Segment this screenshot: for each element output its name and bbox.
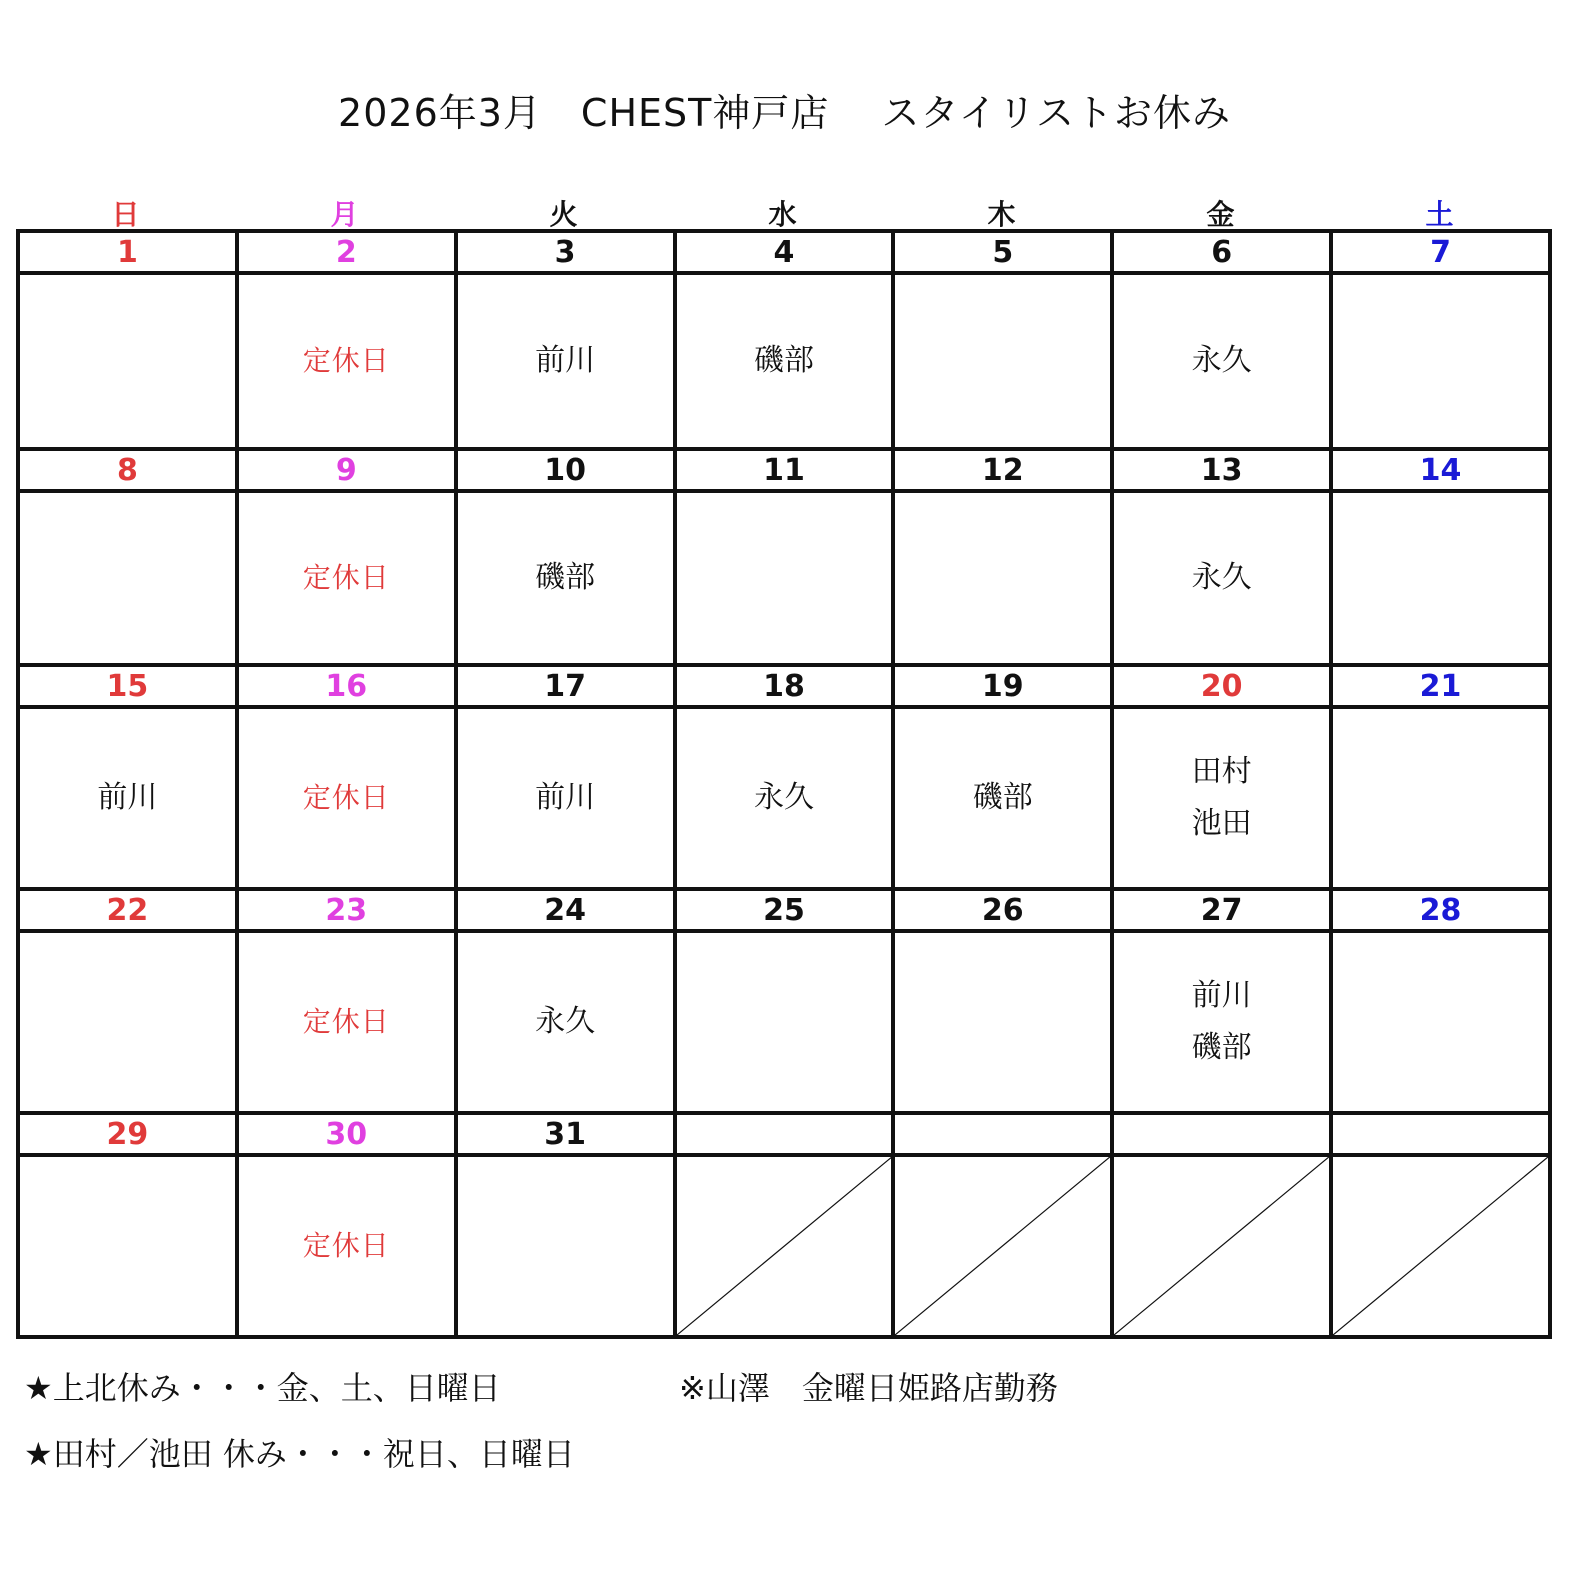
slash-line xyxy=(1114,1157,1329,1335)
day-number: 27 xyxy=(1112,889,1331,931)
day-cell xyxy=(237,1155,456,1337)
slash-line xyxy=(895,1157,1110,1335)
day-cell xyxy=(18,491,237,665)
day-number: 26 xyxy=(893,889,1112,931)
week-body-row xyxy=(18,1155,1550,1337)
day-cell xyxy=(18,707,237,889)
day-number xyxy=(1331,1113,1550,1155)
day-cell xyxy=(1331,707,1550,889)
day-cell xyxy=(675,931,894,1113)
day-number: 9 xyxy=(237,449,456,491)
diagonal-slash-mark xyxy=(677,1157,892,1335)
day-number: 23 xyxy=(237,889,456,931)
weekday-wed: 水 xyxy=(768,198,797,231)
day-cell xyxy=(893,491,1112,665)
day-cell xyxy=(456,707,675,889)
diagonal-slash-mark xyxy=(895,1157,1110,1335)
note-kamikita: ★上北休み・・・金、土、日曜日 xyxy=(24,1369,501,1407)
day-cell xyxy=(1112,931,1331,1113)
empty-day-cell xyxy=(1112,1155,1331,1337)
day-number: 30 xyxy=(237,1113,456,1155)
day-cell xyxy=(237,273,456,449)
closed-day-label: 定休日 xyxy=(302,1229,390,1262)
stylist-off-name: 前川 xyxy=(535,343,596,378)
day-cell xyxy=(1112,491,1331,665)
day-cell xyxy=(456,273,675,449)
day-number xyxy=(1112,1113,1331,1155)
stylist-off-name: 池田 xyxy=(1191,806,1252,841)
day-number: 19 xyxy=(893,665,1112,707)
stylist-off-name: 田村 xyxy=(1191,754,1252,789)
day-cell xyxy=(237,491,456,665)
day-number: 8 xyxy=(18,449,237,491)
day-number: 15 xyxy=(18,665,237,707)
day-cell xyxy=(1331,273,1550,449)
day-cell xyxy=(1112,273,1331,449)
day-number: 18 xyxy=(675,665,894,707)
weekday-thu: 木 xyxy=(987,198,1016,231)
day-cell xyxy=(237,931,456,1113)
day-number: 1 xyxy=(18,231,237,273)
weekday-header-row xyxy=(16,193,1552,233)
stylist-off-name: 前川 xyxy=(1191,978,1252,1013)
closed-day-label: 定休日 xyxy=(302,781,390,814)
day-number: 6 xyxy=(1112,231,1331,273)
slash-line xyxy=(1333,1157,1548,1335)
day-number: 31 xyxy=(456,1113,675,1155)
week-body-row xyxy=(18,931,1550,1113)
day-number xyxy=(893,1113,1112,1155)
day-cell xyxy=(893,931,1112,1113)
week-date-row xyxy=(18,1113,1550,1155)
day-number: 4 xyxy=(675,231,894,273)
diagonal-slash-mark xyxy=(1114,1157,1329,1335)
note-row-1 xyxy=(24,1366,1058,1432)
closed-day-label: 定休日 xyxy=(302,561,390,594)
day-number: 10 xyxy=(456,449,675,491)
week-body-row xyxy=(18,491,1550,665)
slash-line xyxy=(677,1157,892,1335)
stylist-off-name: 磯部 xyxy=(1191,1030,1252,1065)
week-date-row xyxy=(18,231,1550,273)
stylist-off-name: 前川 xyxy=(535,780,596,815)
day-number: 2 xyxy=(237,231,456,273)
day-cell xyxy=(893,273,1112,449)
closed-day-label: 定休日 xyxy=(302,1005,390,1038)
stylist-off-name: 永久 xyxy=(1191,560,1252,595)
stylist-off-name: 永久 xyxy=(535,1004,596,1039)
week-date-row xyxy=(18,665,1550,707)
day-number: 22 xyxy=(18,889,237,931)
day-cell xyxy=(18,273,237,449)
calendar-grid xyxy=(16,229,1552,1339)
closed-day-label: 定休日 xyxy=(302,344,390,377)
day-number xyxy=(675,1113,894,1155)
empty-day-cell xyxy=(675,1155,894,1337)
week-body-row xyxy=(18,707,1550,889)
day-number: 5 xyxy=(893,231,1112,273)
day-number: 29 xyxy=(18,1113,237,1155)
note-tamura-ikeda: ★田村／池田 休み・・・祝日、日曜日 xyxy=(24,1435,575,1473)
day-cell xyxy=(456,931,675,1113)
day-cell xyxy=(893,707,1112,889)
day-cell xyxy=(1112,707,1331,889)
weekday-sat: 土 xyxy=(1425,198,1454,231)
day-cell xyxy=(675,273,894,449)
note-yamazawa: ※山澤 金曜日姫路店勤務 xyxy=(679,1369,1058,1407)
stylist-off-name: 前川 xyxy=(97,780,158,815)
weekday-mon: 月 xyxy=(330,198,359,231)
day-number: 16 xyxy=(237,665,456,707)
day-number: 14 xyxy=(1331,449,1550,491)
day-number: 7 xyxy=(1331,231,1550,273)
page-title: 2026年3月 CHEST神戸店 スタイリストお休み xyxy=(338,91,1231,135)
week-date-row xyxy=(18,889,1550,931)
day-cell xyxy=(18,1155,237,1337)
empty-day-cell xyxy=(893,1155,1112,1337)
day-number: 25 xyxy=(675,889,894,931)
stylist-off-name: 永久 xyxy=(753,780,814,815)
day-cell xyxy=(456,1155,675,1337)
day-number: 21 xyxy=(1331,665,1550,707)
day-number: 11 xyxy=(675,449,894,491)
day-number: 3 xyxy=(456,231,675,273)
weekday-fri: 金 xyxy=(1206,198,1235,231)
day-cell xyxy=(237,707,456,889)
day-cell xyxy=(1331,931,1550,1113)
day-cell xyxy=(1331,491,1550,665)
week-date-row xyxy=(18,449,1550,491)
weekday-sun: 日 xyxy=(111,198,140,231)
stylist-off-name: 磯部 xyxy=(753,343,814,378)
day-cell xyxy=(18,931,237,1113)
day-number: 24 xyxy=(456,889,675,931)
day-cell xyxy=(675,491,894,665)
weekday-tue: 火 xyxy=(549,198,578,231)
diagonal-slash-mark xyxy=(1333,1157,1548,1335)
day-cell xyxy=(456,491,675,665)
stylist-off-name: 永久 xyxy=(1191,343,1252,378)
day-number: 28 xyxy=(1331,889,1550,931)
day-cell xyxy=(675,707,894,889)
week-body-row xyxy=(18,273,1550,449)
day-number: 13 xyxy=(1112,449,1331,491)
day-number: 12 xyxy=(893,449,1112,491)
stylist-off-name: 磯部 xyxy=(972,780,1033,815)
stylist-off-name: 磯部 xyxy=(535,560,596,595)
notes-section xyxy=(24,1366,1058,1498)
day-number: 20 xyxy=(1112,665,1331,707)
empty-day-cell xyxy=(1331,1155,1550,1337)
day-number: 17 xyxy=(456,665,675,707)
